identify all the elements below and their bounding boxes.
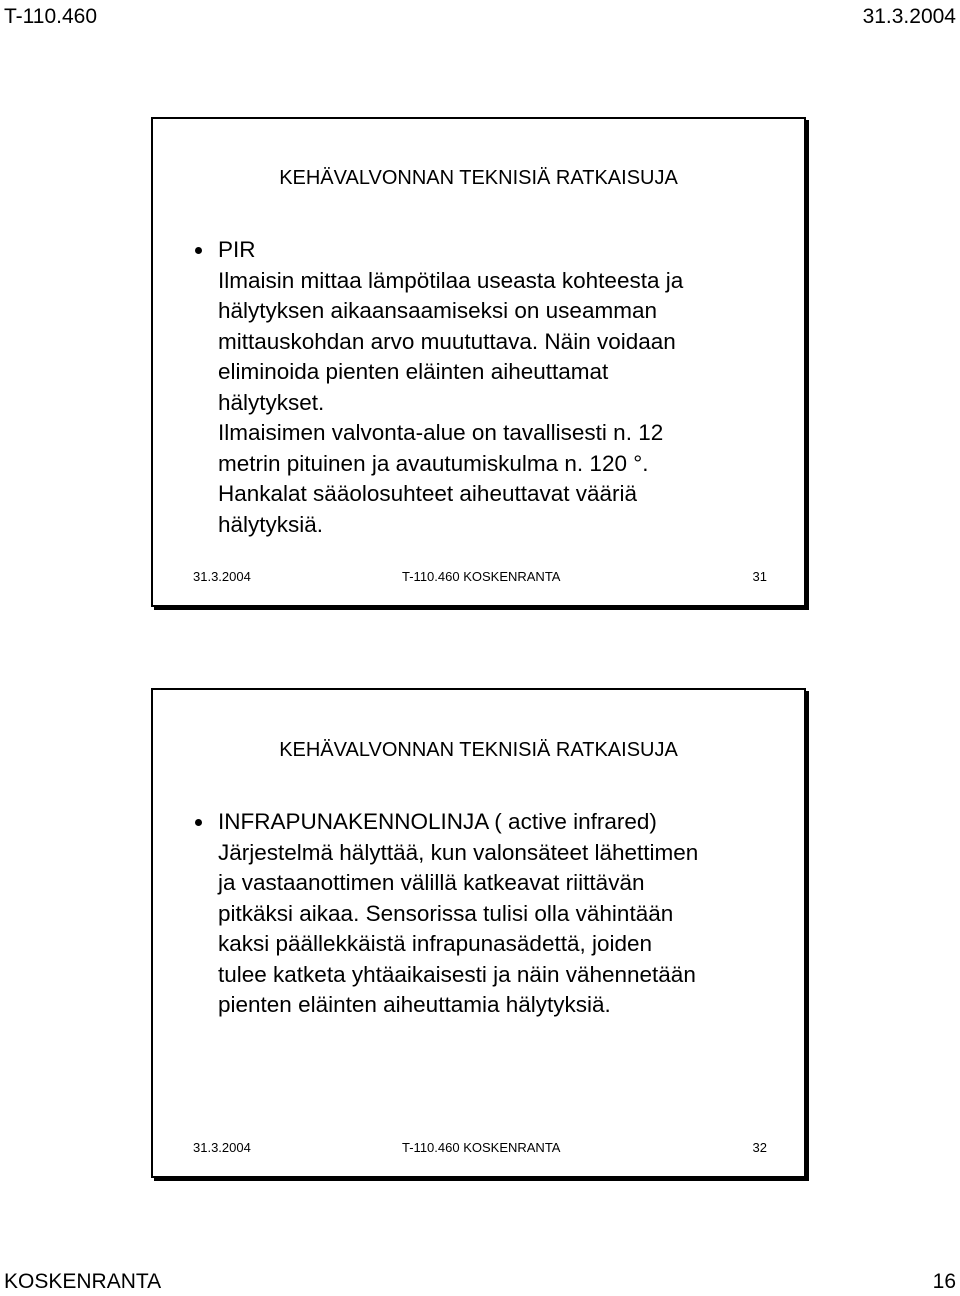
bullet-line: hälytyksen aikaansaamiseksi on useamman (218, 298, 657, 323)
bullet-line: tulee katketa yhtäaikaisesti ja näin vähennetään (218, 961, 696, 987)
bullet-line: mittauskohdan arvo muututtava. Näin voidaan (218, 328, 676, 354)
bullet-line: ja vastaanottimen välillä katkeavat riittävän (218, 870, 645, 895)
bullet-line: hälytykset. (218, 389, 325, 415)
page-header-course: T-110.460 (4, 5, 98, 28)
slide-footer-course: T-110.460 KOSKENRANTA (402, 569, 561, 584)
bullet-line: eliminoida pienten eläinten aiheuttamat (218, 359, 609, 384)
slide-title: KEHÄVALVONNAN TEKNISIÄ RATKAISUJA (279, 739, 678, 761)
bullet-line: Järjestelmä hälyttää, kun valonsäteet lähettimen (218, 839, 699, 865)
slide-footer-course: T-110.460 KOSKENRANTA (402, 1140, 561, 1155)
slide-footer-date: 31.3.2004 (193, 569, 251, 584)
page-footer-page-number: 16 (932, 1270, 956, 1293)
slide-32 (151, 688, 806, 1178)
slide-31 (151, 117, 806, 607)
slide-bullet (218, 807, 793, 1021)
bullet-line: Ilmaisimen valvonta-alue on tavallisesti n. 12 (218, 420, 664, 445)
bullet-icon (195, 819, 202, 826)
bullet-line: PIR (218, 237, 256, 262)
bullet-line: Hankalat sääolosuhteet aiheuttavat vääriä (218, 481, 638, 506)
page-header-date: 31.3.2004 (862, 5, 956, 28)
bullet-line: kaksi päällekkäistä infrapunasädettä, joiden (218, 931, 653, 956)
slide-footer-page-number: 32 (752, 1140, 767, 1155)
bullet-icon (195, 247, 202, 254)
page-footer-author: KOSKENRANTA (4, 1270, 162, 1293)
slide-footer-page-number: 31 (752, 569, 767, 584)
bullet-line: INFRAPUNAKENNOLINJA ( active infrared) (218, 809, 657, 834)
bullet-line: pitkäksi aikaa. Sensorissa tulisi olla vähintään (218, 900, 674, 926)
slide-title: KEHÄVALVONNAN TEKNISIÄ RATKAISUJA (279, 167, 678, 189)
bullet-line: pienten eläinten aiheuttamia hälytyksiä. (218, 992, 611, 1017)
bullet-line: hälytyksiä. (218, 511, 324, 537)
bullet-line: Ilmaisin mittaa lämpötilaa useasta kohteesta ja (218, 267, 684, 293)
slide-bullet (218, 235, 793, 540)
bullet-line: metrin pituinen ja avautumiskulma n. 120 °. (218, 450, 649, 476)
slide-footer-date: 31.3.2004 (193, 1140, 251, 1155)
